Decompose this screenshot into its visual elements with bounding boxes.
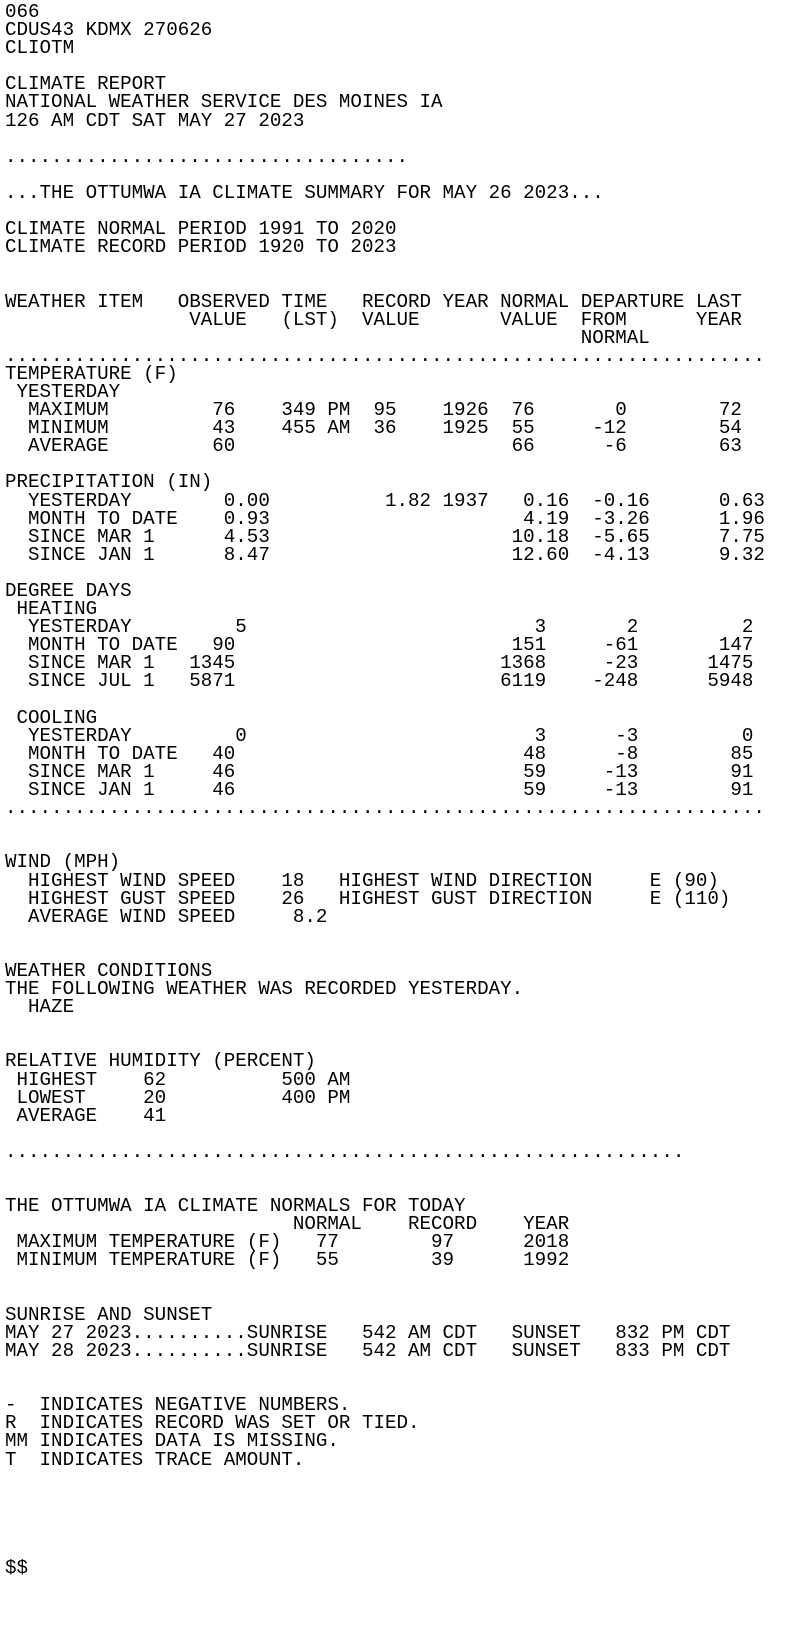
blank-line [5,1125,805,1143]
blank-line [5,944,805,962]
table-row: MAY 28 2023..........SUNRISE 542 AM CDT SUNSET 833 PM CDT [5,1341,731,1361]
precipitation-heading: PRECIPITATION (IN) [5,473,213,492]
table-row: HIGHEST WIND SPEED 18 HIGHEST WIND DIRECTION E (90) [5,871,719,890]
blank-line [5,1270,805,1288]
sun-heading: SUNRISE AND SUNSET [5,1305,213,1324]
heating-label: HEATING [5,600,98,619]
table-row: MAXIMUM 76 349 PM 95 1926 76 0 72 [5,401,742,420]
product-id: 066 [5,3,40,22]
table-row: YESTERDAY 5 3 2 2 [5,618,754,637]
weather-conditions-intro: THE FOLLOWING WEATHER WAS RECORDED YESTERDAY. [5,980,524,999]
table-header-row: WEATHER ITEM OBSERVED TIME RECORD YEAR NORMAL DEPARTURE LAST [5,292,742,311]
table-row: LOWEST 20 400 PM [5,1088,351,1107]
table-row: SINCE JAN 1 46 59 -13 91 [5,781,754,800]
humidity-heading: RELATIVE HUMIDITY (PERCENT) [5,1052,316,1071]
normal-period: CLIMATE NORMAL PERIOD 1991 TO 2020 [5,220,397,239]
blank-line [5,57,805,75]
summary-title: ...THE OTTUMWA IA CLIMATE SUMMARY FOR MAY 26 2023... [5,183,604,203]
table-row: AVERAGE 60 66 -6 63 [5,437,742,456]
weather-condition-item: HAZE [5,998,75,1017]
table-row: SINCE MAR 1 1345 1368 -23 1475 [5,654,754,673]
report-title: CLIMATE REPORT [5,75,167,94]
separator-long: .................................................................. [5,799,765,818]
blank-line [5,256,805,274]
blank-line [5,835,805,853]
blank-line [5,274,805,292]
blank-line [5,1360,805,1378]
normals-columns: NORMAL RECORD YEAR [5,1215,570,1234]
table-row: MONTH TO DATE 40 48 -8 85 [5,744,754,763]
table-row: MINIMUM TEMPERATURE (F) 55 39 1992 [5,1251,570,1270]
separator-short: ................................... [5,147,409,166]
table-row: SINCE MAR 1 46 59 -13 91 [5,762,754,782]
blank-line [5,455,805,473]
awips-id: CLIOTM [5,39,75,58]
blank-line [5,202,805,220]
blank-line [5,1541,805,1559]
blank-line [5,1179,805,1197]
table-header-row: NORMAL [5,328,650,347]
blank-line [5,1487,805,1505]
blank-line [5,1016,805,1034]
climate-report-document [5,3,805,1577]
table-row: SINCE JUL 1 5871 6119 -248 5948 [5,672,754,691]
wmo-header: CDUS43 KDMX 270626 [5,21,213,40]
temperature-subheading: YESTERDAY [5,382,121,402]
blank-line [5,564,805,582]
blank-line [5,1505,805,1523]
table-row: MONTH TO DATE 90 151 -61 147 [5,636,754,655]
table-row: AVERAGE 41 [5,1106,167,1125]
blank-line [5,1378,805,1396]
blank-line [5,691,805,709]
blank-line [5,130,805,148]
table-row: HIGHEST 62 500 AM [5,1070,351,1089]
legend-item: MM INDICATES DATA IS MISSING. [5,1432,339,1451]
wind-heading: WIND (MPH) [5,853,121,872]
table-row: HIGHEST GUST SPEED 26 HIGHEST GUST DIRECTION E (110) [5,889,731,908]
table-header-row: VALUE (LST) VALUE VALUE FROM YEAR [5,310,742,329]
table-row: SINCE MAR 1 4.53 10.18 -5.65 7.75 [5,527,765,546]
legend-item: - INDICATES NEGATIVE NUMBERS. [5,1396,351,1415]
legend-item: T INDICATES TRACE AMOUNT. [5,1450,305,1469]
table-row: YESTERDAY 0.00 1.82 1937 0.16 -0.16 0.63 [5,491,765,510]
blank-line [5,1034,805,1052]
blank-line [5,817,805,835]
separator-medium: ........................................................... [5,1142,685,1161]
table-row: YESTERDAY 0 3 -3 0 [5,726,754,745]
blank-line [5,1161,805,1179]
temperature-heading: TEMPERATURE (F) [5,364,178,383]
normals-heading: THE OTTUMWA IA CLIMATE NORMALS FOR TODAY [5,1197,466,1216]
office-name: NATIONAL WEATHER SERVICE DES MOINES IA [5,93,443,112]
blank-line [5,1469,805,1487]
blank-line [5,1523,805,1541]
degree-days-heading: DEGREE DAYS [5,582,132,601]
cooling-label: COOLING [5,708,98,727]
table-row: MINIMUM 43 455 AM 36 1925 55 -12 54 [5,419,742,438]
legend-item: R INDICATES RECORD WAS SET OR TIED. [5,1414,420,1433]
table-row: MAXIMUM TEMPERATURE (F) 77 97 2018 [5,1233,570,1252]
table-row: AVERAGE WIND SPEED 8.2 [5,907,328,926]
table-row: MAY 27 2023..........SUNRISE 542 AM CDT SUNSET 832 PM CDT [5,1323,731,1342]
issued-time: 126 AM CDT SAT MAY 27 2023 [5,111,305,130]
table-row: MONTH TO DATE 0.93 4.19 -3.26 1.96 [5,509,765,528]
table-row: SINCE JAN 1 8.47 12.60 -4.13 9.32 [5,545,765,564]
record-period: CLIMATE RECORD PERIOD 1920 TO 2023 [5,238,397,257]
blank-line [5,926,805,944]
separator-long: .................................................................. [5,346,765,365]
end-marker: $$ [5,1559,29,1578]
blank-line [5,1288,805,1306]
blank-line [5,166,805,184]
weather-conditions-heading: WEATHER CONDITIONS [5,961,213,981]
